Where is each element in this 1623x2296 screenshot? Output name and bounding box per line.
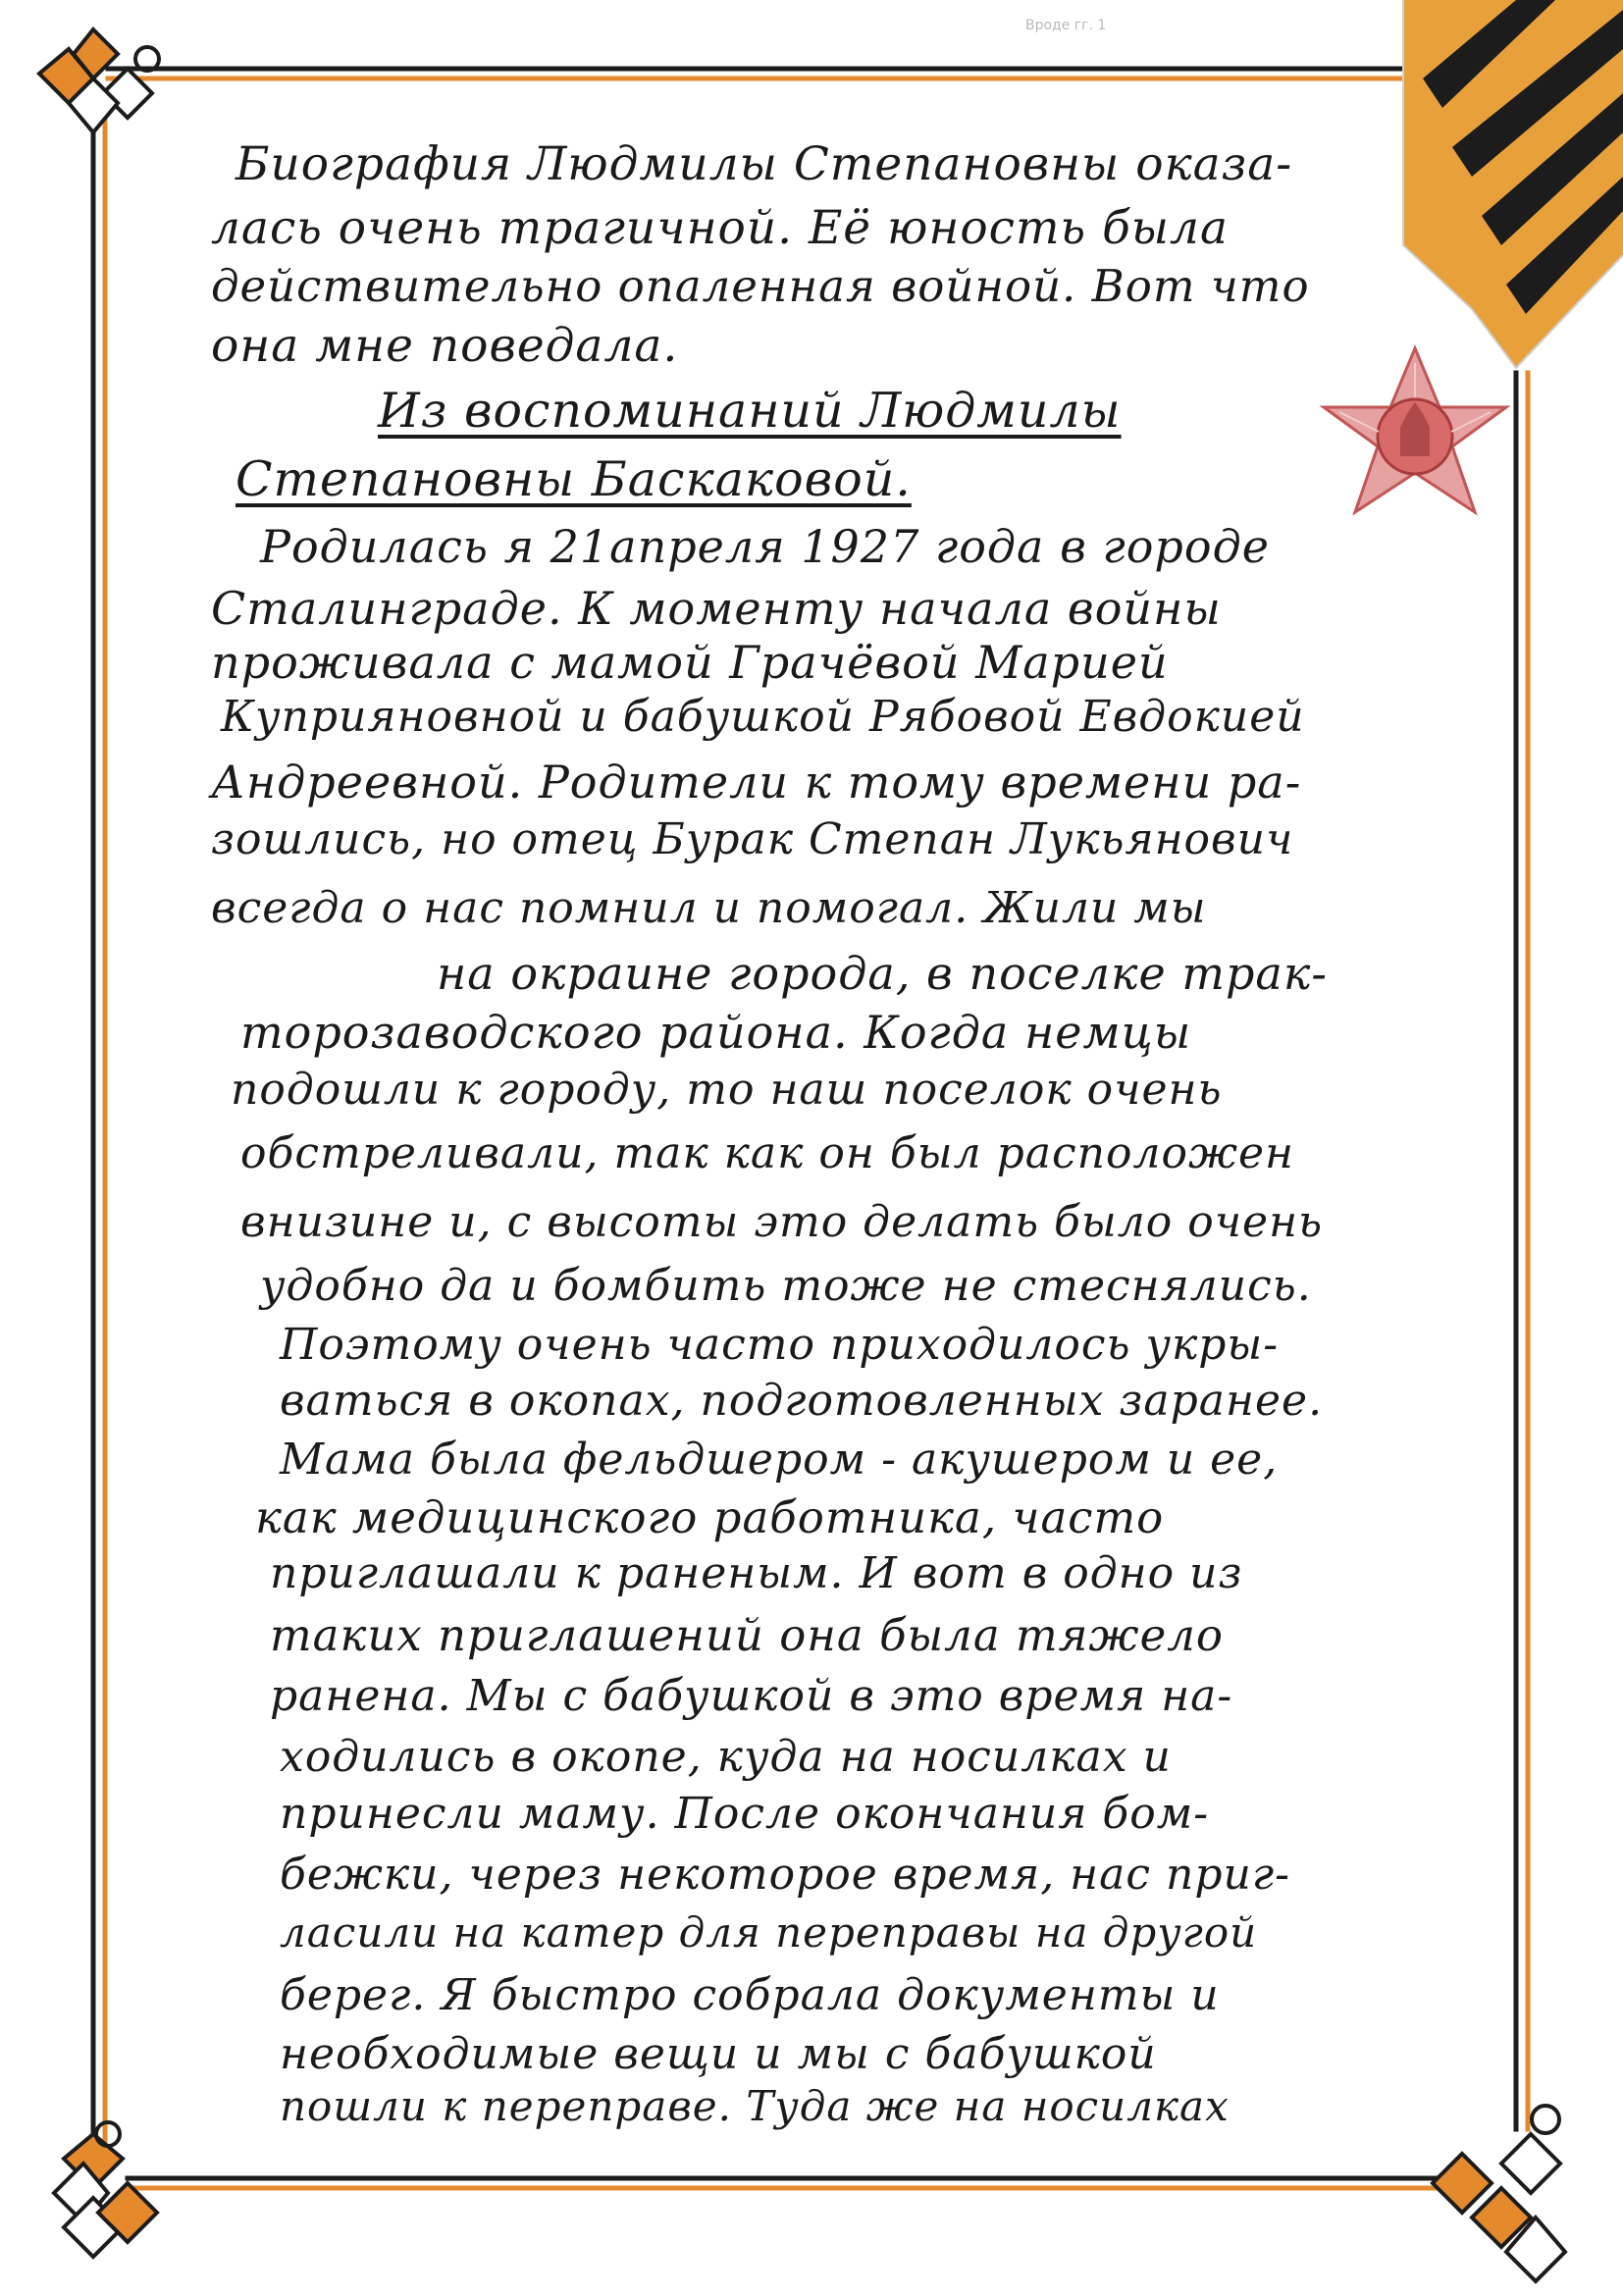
story-line: приглашали к раненым. И вот в одно из — [270, 1548, 1243, 1598]
story-line: ваться в окопах, подготовленных заранее. — [280, 1376, 1324, 1426]
story-line: ходились в окопе, куда на носилках и — [280, 1732, 1172, 1782]
story-line: пошли к переправе. Туда же на носилках — [280, 2082, 1230, 2130]
story-line: принесли маму. После окончания бом- — [280, 1789, 1210, 1839]
story-line: ласили на катер для переправы на другой — [280, 1908, 1258, 1957]
intro-line: Биография Людмилы Степановны оказа- — [236, 137, 1293, 191]
scan-mark: Вроде гг. 1 — [1025, 18, 1107, 33]
story-line: удобно да и бомбить тоже не стеснялись. — [260, 1261, 1312, 1311]
story-line: Мама была фельдшером - акушером и ее, — [280, 1435, 1279, 1485]
story-line: Куприяновной и бабушкой Рябовой Евдокией — [221, 692, 1305, 742]
story-line: зошлись, но отец Бурак Степан Лукьянович — [211, 814, 1294, 864]
intro-line: действительно опаленная войной. Вот что — [211, 260, 1310, 312]
intro-line: лась очень трагичной. Её юность была — [211, 201, 1229, 255]
story-line: торозаводского района. Когда немцы — [240, 1006, 1192, 1059]
story-line: внизине и, с высоты это делать было очень — [240, 1197, 1324, 1247]
story-line: бежки, через некоторое время, нас приг- — [280, 1850, 1290, 1900]
story-line: Сталинграде. К моменту начала войны — [211, 582, 1222, 635]
story-line: проживала с мамой Грачёвой Марией — [211, 636, 1169, 689]
story-line: как медицинского работника, часто — [255, 1491, 1165, 1543]
story-line: всегда о нас помнил и помогал. Жили мы — [211, 883, 1207, 933]
story-line: Андреевной. Родители к тому времени ра- — [211, 756, 1302, 809]
memoir-title: Степановны Баскаковой. — [236, 451, 912, 507]
story-line: таких приглашений она была тяжело — [270, 1609, 1224, 1661]
story-line: ранена. Мы с бабушкой в это время на- — [270, 1671, 1233, 1721]
story-line: Поэтому очень часто приходилось укры- — [280, 1320, 1280, 1370]
story-line: необходимые вещи и мы с бабушкой — [280, 2029, 1157, 2079]
intro-line: она мне поведала. — [211, 319, 679, 373]
story-line: берег. Я быстро собрала документы и — [280, 1970, 1220, 2020]
story-line: подошли к городу, то наш поселок очень — [231, 1065, 1223, 1115]
story-line: Родилась я 21апреля 1927 года в городе — [260, 520, 1270, 573]
story-line: обстреливали, так как он был расположен — [240, 1128, 1294, 1178]
story-line: на окраине города, в поселке трак- — [437, 947, 1328, 1000]
corner-ornament-bottom-right — [1433, 2106, 1565, 2281]
handwritten-text — [201, 128, 1496, 2130]
memoir-title: Из воспоминаний Людмилы — [378, 383, 1122, 439]
